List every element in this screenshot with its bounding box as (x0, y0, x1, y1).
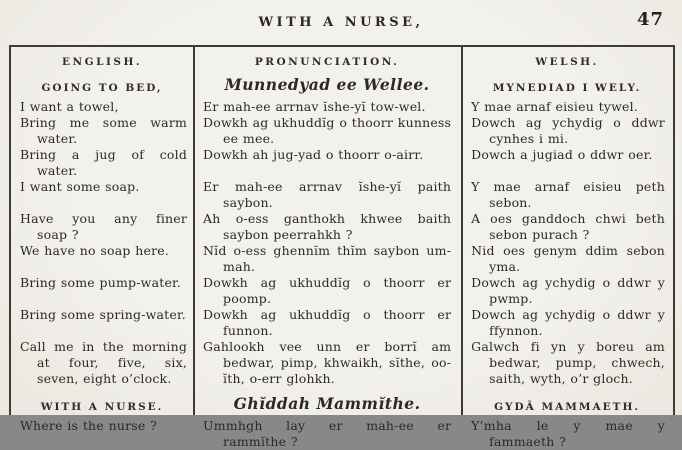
phrase-welsh: Galwch fi yn y boreu am bedwar, pump, chwech, saith, wyth, o’r gloch. (471, 339, 665, 386)
phrase-english: Bring some spring-water. (20, 307, 186, 322)
phrase-welsh: Dowch a jugiad o ddwr oer. (471, 147, 653, 162)
section-header-english: GOING TO BED, (41, 82, 163, 94)
phrase-pronunciation: Er mah-ee arrnav ĭshe-yĭ paith saybon. (203, 179, 452, 210)
phrase-row (11, 339, 673, 387)
phrase-welsh: Nid oes genym ddim sebon yma. (471, 243, 665, 274)
running-title: WITH A NURSE, (258, 15, 424, 30)
phrase-english: Bring me some warm water. (20, 115, 188, 146)
phrase-pronunciation: Dowkh ag ukhuddĭg o thoorr er funnon. (203, 307, 452, 338)
phrase-row (11, 147, 673, 179)
phrase-rows (11, 75, 673, 450)
section-header-pronunciation: Ghĭddah Mammĭthe. (233, 394, 421, 413)
phrase-english: We have no soap here. (20, 243, 170, 258)
phrase-pronunciation: Dowkh ah jug-yad o thoorr o-airr. (203, 147, 424, 162)
phrase-welsh: Y mae arnaf eisieu tywel. (471, 99, 638, 114)
section-header-row (11, 394, 673, 413)
column-divider-1 (193, 47, 195, 415)
section-header-pronunciation: Munnedyad ee Wellee. (224, 75, 430, 94)
phrase-english: I want a towel, (20, 99, 119, 114)
column-divider-2 (461, 47, 463, 415)
section-header-welsh: GYDÂ MAMMAETH. (494, 401, 641, 413)
phrase-row (11, 115, 673, 147)
phrase-row (11, 307, 673, 339)
phrase-pronunciation: Dowkh ag ukhuddĭg o thoorr kunness ee mee. (203, 115, 452, 146)
phrase-row (11, 243, 673, 275)
phrase-english: Where is the nurse ? (20, 418, 158, 433)
page-number: 47 (636, 9, 664, 30)
phrase-pronunciation: Ummhgh lay er mah-ee er rammĭthe ? (203, 418, 452, 449)
column-header-english: ENGLISH. (62, 56, 143, 68)
phrase-row (11, 418, 673, 450)
section-header-english: WITH A NURSE. (40, 401, 164, 413)
phrase-english: I want some soap. (20, 179, 140, 194)
column-header-welsh: WELSH. (535, 56, 599, 68)
column-header-row (11, 47, 673, 68)
phrase-pronunciation: Nĭd o-ess ghennĭm thĭm saybon um-mah. (203, 243, 452, 274)
phrase-table (9, 45, 675, 449)
section-header-row (11, 75, 673, 94)
phrase-pronunciation: Gahlookh vee unn er borrĭ am bedwar, pimp, khwaikh, sĭthe, oo-ĭth, o-err glohkh. (203, 339, 452, 386)
phrase-welsh: Dowch ag ychydig o ddwr y pwmp. (471, 275, 665, 306)
phrase-english: Bring some pump-water. (20, 275, 182, 290)
phrase-welsh: Y’mha le y mae y fammaeth ? (471, 418, 665, 449)
phrase-welsh: Y mae arnaf eisieu peth sebon. (471, 179, 665, 210)
phrase-row (11, 99, 673, 115)
phrase-pronunciation: Ah o-ess ganthokh khwee baith saybon peerrahkh ? (203, 211, 452, 242)
phrase-row (11, 275, 673, 307)
phrase-row (11, 211, 673, 243)
phrase-english: Call me in the morning at four, five, six, seven, eight o’clock. (20, 339, 188, 386)
phrase-english: Bring a jug of cold water. (20, 147, 188, 178)
phrase-pronunciation: Er mah-ee arrnav ĭshe-yĭ tow-wel. (203, 99, 426, 114)
phrase-welsh: Dowch ag ychydig o ddwr y ffynnon. (471, 307, 665, 338)
column-header-pronunciation: PRONUNCIATION. (254, 56, 400, 68)
section-header-welsh: MYNEDIAD I WELY. (492, 82, 642, 94)
phrase-welsh: Dowch ag ychydig o ddwr cynhes i mi. (471, 115, 665, 146)
phrase-english: Have you any finer soap ? (20, 211, 188, 242)
phrase-row (11, 179, 673, 211)
phrase-welsh: A oes ganddoch chwi beth sebon purach ? (471, 211, 665, 242)
phrase-pronunciation: Dowkh ag ukhuddĭg o thoorr er poomp. (203, 275, 452, 306)
